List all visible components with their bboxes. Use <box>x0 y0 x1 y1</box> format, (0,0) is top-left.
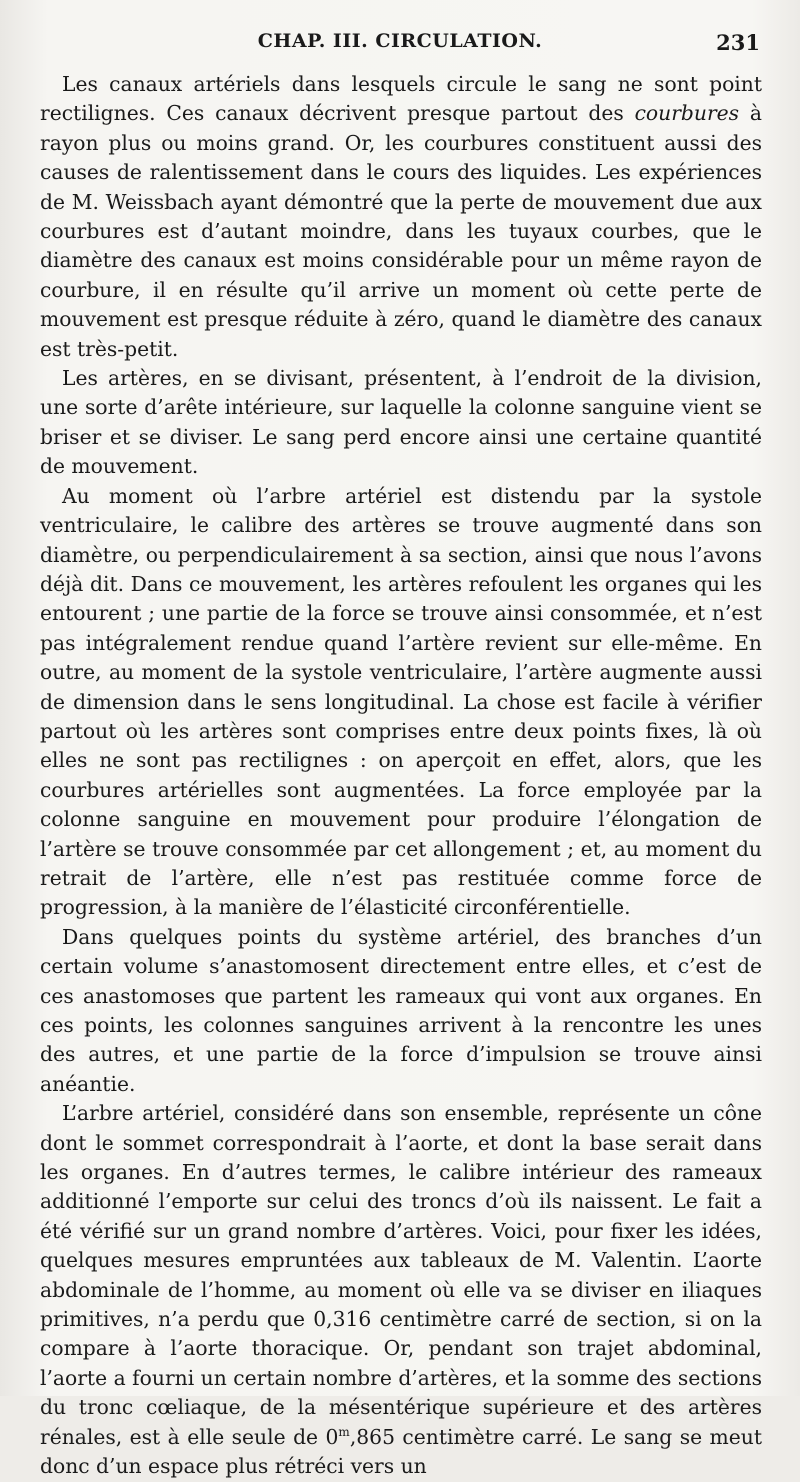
page-header <box>40 30 760 62</box>
paragraph-division: Les artères, en se divisant, présentent, à l’endroit de la division, une sorte d’arête intérieure, sur laquelle la colonne sanguine vient se briser et se diviser. Le sang perd encore ainsi une certaine quantité de mouvement. <box>40 366 762 479</box>
paragraph-systole: Au moment où l’arbre artériel est distendu par la systole ventriculaire, le calibre des artères se trouve augmenté dans son diamètre, ou perpendiculairement à sa section, ainsi que nous l’avons déjà dit. Dans ce mouvement, les artères refoulent les organes qui les entourent ; une partie de la force se trouve ainsi consommée, et n’est pas intégralement rendue quand l’artère revient sur elle-même. En outre, au moment de la systole ventriculaire, l’artère augmente aussi de dimension dans le sens longitudinal. La chose est facile à vérifier partout où les artères sont comprises entre deux points fixes, là où elles ne sont pas rectilignes : on aperçoit en effet, alors, que les courbures artérielles sont augmentées. La force employée par la colonne sanguine en mouvement pour produire l’élongation de l’artère se trouve consommée par cet allongement ; et, au moment du retrait de l’artère, elle n’est pas restituée comme force de progression, à la manière de l’élasticité circonférentielle. <box>40 483 762 920</box>
emphasis-courbures: courbures <box>634 101 740 126</box>
paragraph-text: L’arbre artériel, considéré dans son ensemble, représente un cône dont le sommet correspondrait à l’aorte, et dont la base serait dans les organes. En d’autres termes, le calibre intérieur des rameaux additionné l’emporte sur celui des troncs d’où ils naissent. Le fait a été vérifié sur un grand nombre d’artères. Voici, pour fixer les idées, quelques mesures empruntées aux tableaux de M. Valentin. L’aorte abdominale de l’homme, au moment où elle va se diviser en iliaques primitives, n’a perdu que 0,316 centimètre carré de section, si on la compare à l’aorte thoracique. Or, pendant son trajet abdominal, l’aorte a fourni un certain nombre d’artères, et la somme des sections du tronc cœliaque, de la mésentérique supérieure et des artères rénales, est à elle seule de 0 <box>40 1101 762 1449</box>
page-number: 231 <box>716 30 760 55</box>
body-text <box>40 70 762 1482</box>
paragraph-text: Les canaux artériels dans lesquels circule le sang ne sont point rectilignes. Ces canaux décrivent presque partout des <box>40 72 762 126</box>
superscript-m: m <box>338 1424 350 1439</box>
running-head: CHAP. III. CIRCULATION. <box>257 30 543 52</box>
paragraph-text: ,865 centimètre carré. Le sang se meut donc d’un espace plus rétréci vers un <box>40 1424 763 1479</box>
paragraph-text: à rayon plus ou moins grand. Or, les courbures constituent aussi des causes de ralentissement dans le cours des liquides. Les expériences de M. Weissbach ayant démontré que la perte de mouvement due aux courbures est d’autant moindre, dans les tuyaux courbes, que le diamètre des canaux est moins considérable pour un même rayon de courbure, il en résulte qu’il arrive un moment où cette perte de mouvement est presque réduite à zéro, quand le diamètre des canaux est très-petit. <box>40 101 762 361</box>
paragraph-curvatures <box>40 70 762 364</box>
paragraph-anastomoses: Dans quelques points du système artériel, des branches d’un certain volume s’anastomosent directement entre elles, et c’est de ces anastomoses que partent les rameaux qui vont aux organes. En ces points, les colonnes sanguines arrivent à la rencontre les unes des autres, et une partie de la force d’impulsion se trouve ainsi anéantie. <box>40 924 762 1096</box>
paragraph-arterial-tree <box>40 1099 762 1481</box>
